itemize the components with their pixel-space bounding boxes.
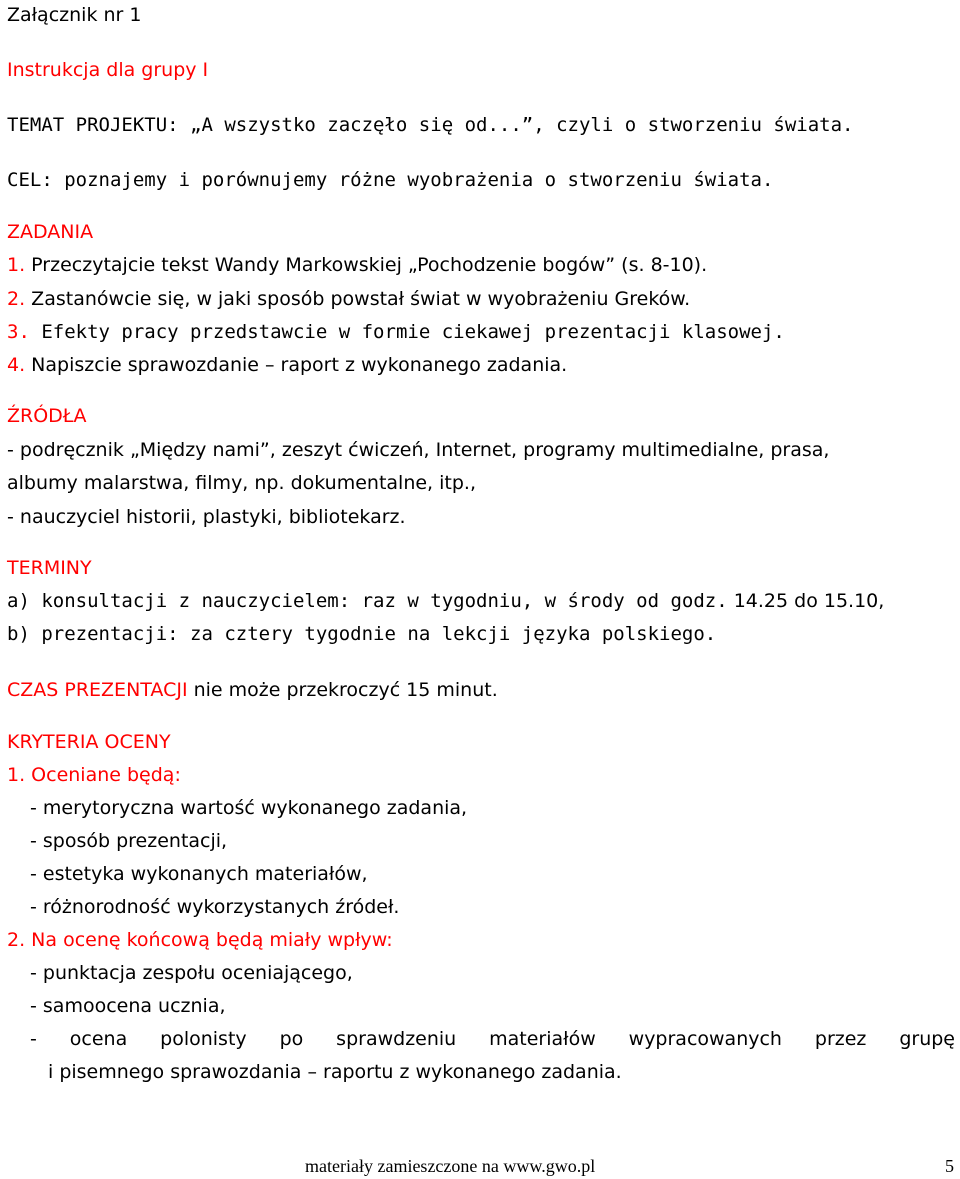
task-number: 3. xyxy=(7,321,30,343)
task-text: Napiszcie sprawozdanie – raport z wykonanego zadania. xyxy=(25,354,568,376)
sources-prefix: - podręcznik xyxy=(7,439,130,461)
task-item xyxy=(7,287,690,311)
task-item xyxy=(7,253,707,277)
criteria-item: - punktacja zespołu oceniającego, xyxy=(30,962,353,984)
presentation-time-label: CZAS PREZENTACJI xyxy=(7,679,188,701)
task-number: 1. xyxy=(7,254,26,276)
sources-line xyxy=(7,438,829,462)
terms-item-a xyxy=(7,589,884,613)
criteria-item: - samoocena ucznia, xyxy=(30,995,226,1017)
footer-source: materiały zamieszczone na www.gwo.pl xyxy=(305,1156,596,1176)
criteria-item-continuation: i pisemnego sprawozdania – raportu z wykonanego zadania. xyxy=(48,1061,622,1083)
presentation-time-line xyxy=(7,678,498,702)
instruction-title: Instrukcja dla grupy I xyxy=(7,59,209,81)
goal-label: CEL: xyxy=(7,169,53,191)
terms-item-a-value: 14.25 do 15.10, xyxy=(727,590,885,612)
terms-item-b-text: prezentacji: za cztery tygodnie na lekcji języka polskiego. xyxy=(29,623,717,645)
criteria-section-title: 1. Oceniane będą: xyxy=(7,764,181,786)
criteria-section-title: 2. Na ocenę końcową będą miały wpływ: xyxy=(7,929,393,951)
page-number: 5 xyxy=(945,1156,954,1176)
sources-heading: ŹRÓDŁA xyxy=(7,405,87,427)
criteria-item: - różnorodność wykorzystanych źródeł. xyxy=(30,896,400,918)
goal-line xyxy=(7,168,773,192)
task-number: 2. xyxy=(7,288,26,310)
terms-heading: TERMINY xyxy=(7,557,92,579)
topic-text: „A wszystko zaczęło się od...”, czyli o stworzeniu świata. xyxy=(178,114,854,136)
terms-item-a-label: konsultacji z nauczycielem: raz w tygodniu, w środy od godz. xyxy=(29,590,728,612)
topic-line xyxy=(7,113,854,137)
task-text: Efekty pracy przedstawcie w formie ciekawej prezentacji klasowej. xyxy=(29,321,785,343)
terms-item-b-prefix: b) xyxy=(7,623,30,645)
tasks-heading: ZADANIA xyxy=(7,221,94,243)
criteria-item: - sposób prezentacji, xyxy=(30,830,228,852)
criteria-item: - merytoryczna wartość wykonanego zadania, xyxy=(30,797,468,819)
presentation-time-text: nie może przekroczyć 15 minut. xyxy=(187,679,498,701)
criteria-item: - estetyka wykonanych materiałów, xyxy=(30,863,368,885)
sources-line: albumy malarstwa, filmy, np. dokumentalne, itp., xyxy=(7,472,477,494)
topic-label: TEMAT PROJEKTU: xyxy=(7,114,179,136)
sources-rest: „Między nami”, zeszyt ćwiczeń, Internet, programy multimedialne, prasa, xyxy=(129,439,830,461)
terms-item-a-prefix: a) xyxy=(7,590,30,612)
criteria-item: - ocena polonisty po sprawdzeniu materiałów wypracowanych przez grupę xyxy=(30,1028,955,1050)
task-item xyxy=(7,320,785,344)
terms-item-b xyxy=(7,622,716,646)
task-text: Zastanówcie się, w jaki sposób powstał świat w wyobrażeniu Greków. xyxy=(25,288,691,310)
criteria-heading: KRYTERIA OCENY xyxy=(7,731,171,753)
task-text: Przeczytajcie tekst Wandy Markowskiej „Pochodzenie bogów” (s. 8-10). xyxy=(25,254,708,276)
task-item xyxy=(7,353,567,377)
goal-text: poznajemy i porównujemy różne wyobrażenia o stworzeniu świata. xyxy=(52,169,774,191)
sources-line: - nauczyciel historii, plastyki, bibliotekarz. xyxy=(7,506,406,528)
task-number: 4. xyxy=(7,354,26,376)
annex-title: Załącznik nr 1 xyxy=(7,4,142,26)
